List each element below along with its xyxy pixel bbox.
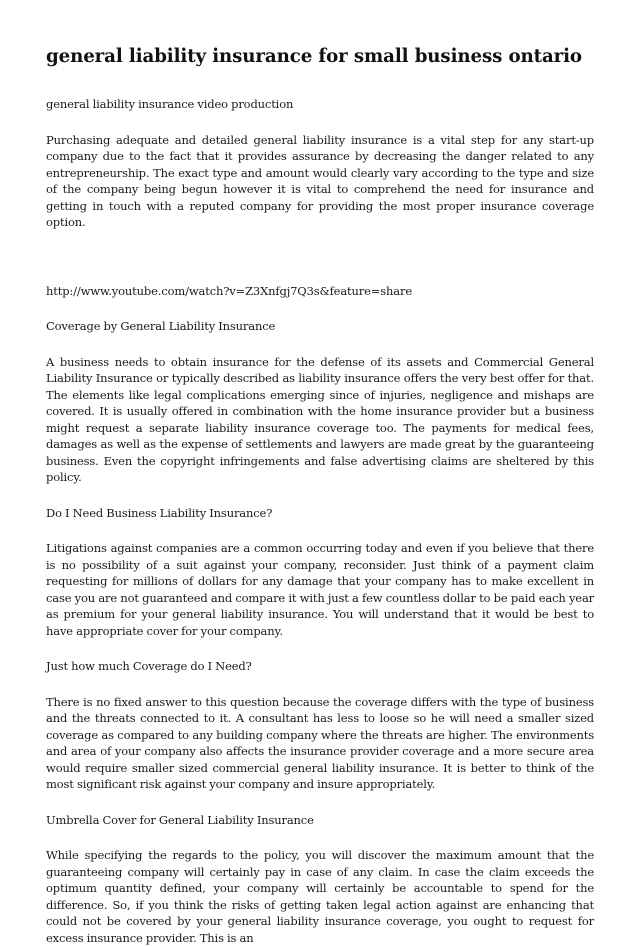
section-heading-need: Do I Need Business Liability Insurance? [46, 505, 273, 520]
section-heading-umbrella: Umbrella Cover for General Liability Insurance [46, 812, 314, 827]
video-link[interactable]: http://www.youtube.com/watch?v=Z3Xnfgj7Q3s&feature=share [46, 283, 412, 298]
document-page [46, 0, 594, 946]
section-body-umbrella: While specifying the regards to the policy, you will discover the maximum amount that the guaranteeing company will certainly pay in case of any claim. In case the claim exceeds the optimum quantity defined, your company will certainly be accountable to spend for the difference. So, if you think the risks of getting taken legal action against are enhancing that could not be covered by your general liability insurance coverage, you ought to request for excess insurance provider. This is an [46, 848, 594, 945]
intro-paragraph: Purchasing adequate and detailed general liability insurance is a vital step for any start-up company due to the fact that it provides assurance by decreasing the danger related to any entrepreneurship. The exact type and amount would clearly vary according to the type and size of the company being begun however it is vital to comprehend the need for insurance and getting in touch with a reputed company for providing the most proper insurance coverage option. [46, 132, 594, 229]
document-title: general liability insurance for small business ontario [46, 46, 582, 67]
section-heading-coverage: Coverage by General Liability Insurance [46, 319, 276, 333]
section-heading-how-much: Just how much Coverage do I Need? [46, 659, 252, 673]
section-body-need: Litigations against companies are a common occurring today and even if you believe that there is no possibility of a suit against your company, reconsider. Just think of a payment claim requesting for millions of dollars for any damage that your company has to make excellent in case you are not guaranteed and compare it with just a few countless dollar to be paid each year as premium for your general liability insurance. You will understand that it would be best to have appropriate cover for your company. [46, 541, 594, 638]
document-subtitle: general liability insurance video production [46, 97, 294, 111]
section-body-coverage: A business needs to obtain insurance for the defense of its assets and Commercial General Liability Insurance or typically described as liability insurance offers the very best offer for that. The elements like legal complications emerging since of injuries, negligence and mishaps are covered. It is usually offered in combination with the home insurance provider but a business might request a separate liability insurance coverage too. The payments for medical fees, damages as well as the expense of settlements and lawyers are made great by the guaranteeing business. Even the copyright infringements and false advertising claims are sheltered by this policy. [46, 354, 594, 484]
section-body-how-much: There is no fixed answer to this question because the coverage differs with the type of business and the threats connected to it. A consultant has less to loose so he will need a smaller sized coverage as compared to any building company where the threats are higher. The environments and area of your company also affects the insurance provider coverage and a more secure area would require smaller sized commercial general liability insurance. It is better to think of the most significant risk against your company and insure appropriately. [46, 694, 594, 791]
